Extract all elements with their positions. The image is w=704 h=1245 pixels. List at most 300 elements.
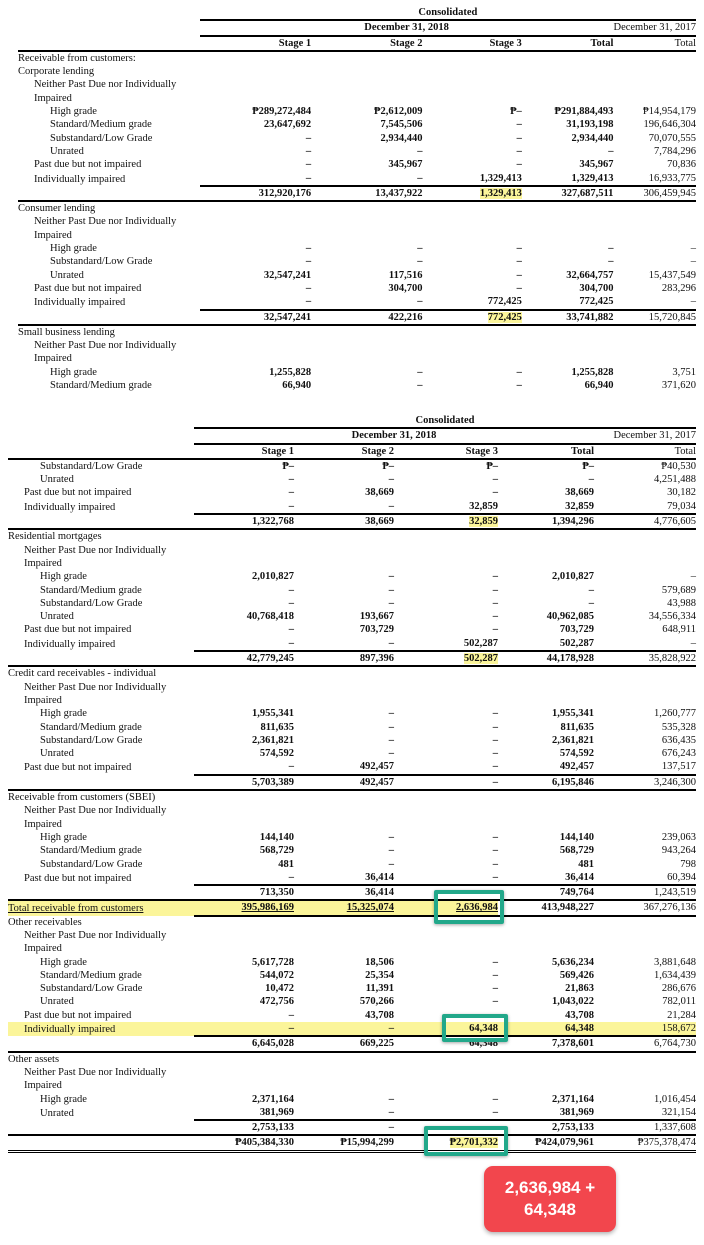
row-label: Neither Past Due nor Individually [34,79,177,91]
cell-total-2017: 15,720,845 [613,310,696,325]
table-row [8,721,696,734]
cell-stage1: 32,547,241 [263,269,312,281]
cell-stage3 [394,942,498,955]
cell-total-2017: 1,243,519 [594,885,696,900]
row-label: Neither Past Due nor Individually [34,216,177,228]
table-row [8,1052,696,1066]
cell-total-2018 [498,557,594,570]
cell-total-2017: 782,011 [662,996,696,1008]
cell-stage3: – [492,831,498,843]
cell-stage3 [422,325,521,339]
cell-total-2018 [522,78,614,91]
cell-total-2017: 6,764,730 [594,1036,696,1051]
row-label: Standard/Medium grade [40,721,142,733]
row-label: Individually impaired [24,638,116,650]
highlighted-value: 502,287 [463,653,498,665]
callout-line1: 2,636,984 + [504,1178,596,1197]
table-row [18,215,696,228]
cell-total-2018: 574,592 [559,748,594,760]
cell-stage2 [311,65,422,78]
cell-stage3: – [492,721,498,733]
row-label: Neither Past Due nor Individually [24,681,167,693]
cell-stage1 [200,215,311,228]
cell-total-2017 [594,916,696,929]
cell-stage1: – [305,145,312,157]
row-label: Receivable from customers: [18,52,136,64]
cell-total-2017 [594,1079,696,1092]
cell-total-2018 [522,215,614,228]
cell-stage2: – [417,243,423,255]
row-label: High grade [40,1093,87,1105]
cell-stage2: 117,516 [388,269,423,281]
cell-total-2017: 636,435 [661,734,696,746]
cell-stage3: 2,636,984 [394,900,498,915]
row-label: Substandard/Low Grade [40,734,143,746]
cell-stage2: 703,729 [359,624,394,636]
cell-stage3: 64,348 [394,1036,498,1051]
table-row [18,242,696,255]
cell-stage3: – [492,474,498,486]
row-label: Unrated [40,611,74,623]
cell-stage1: 40,768,418 [246,611,294,623]
table-row [8,473,696,486]
cell-stage2 [294,666,394,680]
cell-stage1 [194,529,294,543]
cell-stage3 [394,804,498,817]
table-row [8,557,696,570]
cell-total-2018: 327,687,511 [522,186,614,201]
cell-total-2017: 137,517 [661,761,696,773]
table-row [18,105,696,118]
cell-stage3: – [516,366,522,378]
cell-stage2: 13,437,922 [311,186,422,201]
cell-stage2: 193,667 [359,611,394,623]
row-label [8,1120,194,1135]
cell-stage2: – [388,597,394,609]
cell-stage3 [422,215,521,228]
row-label: Individually impaired [34,297,126,309]
cell-stage1: – [288,474,294,486]
cell-stage3 [422,186,521,201]
header-consolidated-2: Consolidated [415,415,475,426]
cell-stage3: – [492,584,498,596]
cell-stage2 [294,804,394,817]
cell-total-2018: 772,425 [579,296,614,308]
cell-total-2018: 481 [578,858,594,870]
cell-stage2: – [388,831,394,843]
cell-total-2018: 66,940 [584,380,614,392]
cell-stage2: 345,967 [388,159,423,171]
cell-total-2018: 44,178,928 [498,651,594,666]
highlighted-value: 32,859 [469,516,498,528]
cell-stage3: – [492,708,498,720]
row-label: Impaired [24,1080,62,1092]
cell-stage1: 811,635 [260,721,294,733]
row-label [8,775,194,790]
cell-stage3 [394,514,498,529]
row-label [8,651,194,666]
cell-total-2017: 676,243 [661,748,696,760]
cell-total-2018 [498,681,594,694]
cell-stage2: – [388,1093,394,1105]
table-row [8,1022,696,1036]
cell-stage1: – [288,637,294,649]
cell-total-2017 [594,1052,696,1066]
table-row [18,145,696,158]
cell-stage1 [194,544,294,557]
row-label: Impaired [24,818,62,830]
cell-stage1 [194,804,294,817]
col-header-total-2017: Total [613,36,696,51]
table-row [18,172,696,186]
cell-stage3 [422,78,521,91]
row-label: Unrated [40,1107,74,1119]
cell-stage3: 502,287 [463,637,498,649]
cell-total-2017 [613,229,696,242]
annotation-box-individually-impaired-stage3 [442,1014,508,1042]
table-row [18,92,696,105]
cell-stage2: – [388,637,394,649]
cell-stage1: 481 [278,858,294,870]
cell-total-2017: 648,911 [662,624,696,636]
row-label: Impaired [34,229,72,241]
cell-stage1 [194,818,294,831]
subtotal-row [18,186,696,201]
row-label: Unrated [40,748,74,760]
cell-total-2018: – [588,584,594,596]
cell-stage3: – [492,983,498,995]
cell-stage2: 422,216 [311,310,422,325]
cell-stage2 [311,339,422,352]
cell-stage2 [294,790,394,804]
cell-stage1 [200,201,311,215]
col-header-stage1-2: Stage 1 [194,444,294,459]
cell-stage3 [394,818,498,831]
row-label: Receivable from customers (SBEI) [8,792,156,804]
cell-stage2: 11,391 [365,983,394,995]
table-row [8,871,696,885]
cell-stage2: 25,354 [365,969,394,981]
cell-stage2: ₱– [382,460,394,472]
cell-total-2017: 239,063 [661,831,696,843]
table-row [8,747,696,760]
cell-total-2017: ₱40,530 [661,460,696,472]
cell-total-2018: 413,948,227 [498,900,594,915]
cell-total-2017: 15,437,549 [648,269,696,281]
row-label: Unrated [40,474,74,486]
table-row [18,201,696,215]
table-row [18,269,696,282]
subtotal-row [8,885,696,900]
cell-total-2017: 306,459,945 [613,186,696,201]
cell-stage2 [294,1079,394,1092]
cell-stage1: – [288,761,294,773]
cell-total-2018: 304,700 [579,282,614,294]
cell-total-2018: 2,934,440 [571,132,614,144]
cell-stage1: 2,010,827 [252,571,294,583]
cell-total-2018: 568,729 [559,845,594,857]
header-period-2018: December 31, 2018 [200,20,614,35]
subtotal-row [8,651,696,666]
cell-stage3 [394,651,498,666]
table-row [8,995,696,1008]
cell-stage1: 5,617,728 [252,956,294,968]
cell-total-2017: ₱14,954,179 [642,106,696,118]
cell-total-2018: 1,329,413 [571,172,614,184]
cell-stage2: – [417,172,423,184]
table-row [18,339,696,352]
cell-stage3: – [492,871,498,883]
cell-stage1: 2,753,133 [194,1120,294,1135]
cell-stage2: ₱2,612,009 [374,106,423,118]
cell-stage1: – [305,243,312,255]
cell-stage1: 144,140 [259,831,294,843]
cell-stage1: – [288,487,294,499]
col-header-total-2017-2: Total [594,444,696,459]
cell-total-2017 [613,325,696,339]
cell-total-2017: 3,881,648 [654,956,696,968]
cell-stage3 [394,1052,498,1066]
cell-total-2018: 749,764 [498,885,594,900]
cell-stage2: – [388,708,394,720]
cell-stage1 [194,1066,294,1079]
subtotal-row [8,775,696,790]
subtotal-row [8,1036,696,1051]
cell-total-2017: 60,394 [667,871,696,883]
row-label: Unrated [50,145,84,157]
cell-stage1: 32,547,241 [200,310,311,325]
cell-total-2018: 811,635 [560,721,594,733]
cell-total-2018: 492,457 [559,761,594,773]
table-row [8,666,696,680]
cell-total-2018: 6,195,846 [498,775,594,790]
table-row [18,379,696,392]
cell-total-2017: 286,676 [661,983,696,995]
row-label: Unrated [50,269,84,281]
cell-stage2: – [417,380,423,392]
cell-stage1: 2,371,164 [252,1093,294,1105]
cell-stage3: – [492,597,498,609]
table-row [8,486,696,499]
cell-stage3: 64,348 [394,1022,498,1036]
cell-stage1: 6,645,028 [194,1036,294,1051]
row-label [8,514,194,529]
table-row [18,255,696,268]
cell-stage3: 1,329,413 [479,172,522,184]
cell-total-2018 [498,1066,594,1079]
cell-stage1: 1,955,341 [252,708,294,720]
cell-stage3 [394,694,498,707]
row-label [8,1135,194,1151]
cell-total-2018: 1,394,296 [498,514,594,529]
cell-total-2018: 144,140 [559,831,594,843]
cell-stage2: 304,700 [388,282,423,294]
cell-stage1: 42,779,245 [194,651,294,666]
cell-stage2 [294,929,394,942]
table-row [8,570,696,583]
cell-stage3: – [492,748,498,760]
cell-total-2018: ₱– [582,460,594,472]
subtotal-row [8,514,696,529]
cell-stage2: 669,225 [294,1036,394,1051]
row-label: Impaired [24,694,62,706]
row-label: Impaired [24,557,62,569]
cell-total-2017 [594,681,696,694]
row-label: Impaired [34,92,72,104]
table-row [8,544,696,557]
cell-total-2018: 38,669 [565,487,594,499]
row-label: Individually impaired [8,1022,194,1036]
row-label: Past due but not impaired [24,487,132,499]
cell-stage3: – [492,969,498,981]
cell-total-2017 [613,339,696,352]
cell-total-2017: ₱375,378,474 [594,1135,696,1151]
cell-stage1: – [305,132,312,144]
cell-total-2018: 32,859 [565,500,594,512]
row-label: Individually impaired [34,173,126,185]
cell-total-2018 [498,942,594,955]
cell-stage1 [200,51,311,65]
cell-stage2: – [417,145,423,157]
table-row [8,844,696,857]
cell-stage2: 36,414 [365,871,394,883]
cell-total-2017 [613,92,696,105]
cell-stage1 [194,942,294,955]
table-row [8,1066,696,1079]
cell-stage1: – [288,624,294,636]
table-row [8,956,696,969]
table-row [8,1106,696,1120]
table-row [8,500,696,514]
cell-total-2018: 36,414 [565,871,594,883]
row-label: Corporate lending [18,66,95,78]
cell-stage3: – [516,132,522,144]
row-label: Neither Past Due nor Individually [24,544,167,556]
cell-stage1: 472,756 [259,996,294,1008]
table-row [18,158,696,171]
cell-stage3 [394,790,498,804]
row-label [18,310,200,325]
cell-total-2018: 33,741,882 [522,310,614,325]
cell-total-2017 [594,942,696,955]
table-row [8,760,696,774]
cell-stage3: – [492,1106,498,1118]
cell-stage2 [311,78,422,91]
sum-callout [484,1166,616,1232]
table-row [8,831,696,844]
cell-total-2017: 70,836 [667,159,696,171]
cell-stage1: – [288,1009,294,1021]
cell-stage2 [294,942,394,955]
cell-stage1 [194,1052,294,1066]
cell-total-2018: 502,287 [559,637,594,649]
table-row [8,818,696,831]
cell-stage1: 395,986,169 [194,900,294,915]
cell-total-2018 [498,790,594,804]
cell-stage2 [294,1052,394,1066]
cell-total-2017 [594,529,696,543]
cell-total-2017: 367,276,136 [594,900,696,915]
cell-stage2 [294,818,394,831]
cell-total-2018: 43,708 [565,1009,594,1021]
cell-stage2: – [388,748,394,760]
row-label: Past due but not impaired [24,624,132,636]
cell-total-2018 [498,929,594,942]
cell-total-2018 [522,51,614,65]
header-consolidated: Consolidated [418,7,478,18]
row-label: High grade [40,831,87,843]
table-row [8,529,696,543]
cell-stage3 [394,544,498,557]
cell-stage1: 66,940 [282,380,312,392]
cell-stage2 [294,681,394,694]
row-label: Standard/Medium grade [50,119,152,131]
row-label: High grade [50,366,97,378]
table-row [18,282,696,295]
cell-total-2018 [522,65,614,78]
cell-stage3: – [516,256,522,268]
cell-total-2018 [498,529,594,543]
cell-stage2: 38,669 [294,514,394,529]
cell-stage3: – [516,145,522,157]
col-header-total: Total [522,36,614,51]
annotation-box-total-receivable-stage3 [434,890,504,924]
cell-stage1: – [194,1022,294,1036]
row-label: Past due but not impaired [34,282,142,294]
cell-stage3: – [516,159,522,171]
cell-total-2018: 345,967 [579,159,614,171]
cell-total-2018: 7,378,601 [498,1036,594,1051]
cell-stage3 [394,929,498,942]
row-label: Substandard/Low Grade [40,983,143,995]
cell-stage1 [200,65,311,78]
cell-stage1 [194,1079,294,1092]
cell-total-2018: – [608,145,614,157]
row-label: Impaired [34,353,72,365]
cell-total-2017 [594,544,696,557]
table-row [18,132,696,145]
cell-stage1 [194,694,294,707]
cell-stage1: – [288,597,294,609]
cell-stage2: – [388,858,394,870]
cell-stage2: 570,266 [359,996,394,1008]
cell-stage1 [194,790,294,804]
cell-stage1 [194,681,294,694]
cell-stage2 [311,201,422,215]
cell-total-2017: 3,246,300 [594,775,696,790]
cell-stage3 [394,666,498,680]
cell-total-2018 [498,1079,594,1092]
cell-total-2018 [522,201,614,215]
cell-total-2018: 2,371,164 [552,1093,594,1105]
cell-total-2018: 2,010,827 [552,571,594,583]
col-header-stage3-2: Stage 3 [394,444,498,459]
highlighted-value: ₱2,701,332 [449,1137,498,1149]
cell-total-2017 [613,215,696,228]
row-label: Past due but not impaired [24,872,132,884]
cell-stage3: – [492,845,498,857]
cell-stage1: – [288,584,294,596]
cell-stage1: – [288,871,294,883]
header-period-2018-2: December 31, 2018 [194,428,594,443]
cell-stage1: 568,729 [259,845,294,857]
cell-stage2 [294,1066,394,1079]
col-header-stage2: Stage 2 [311,36,422,51]
table-row [18,325,696,339]
cell-stage2 [294,529,394,543]
cell-stage3: – [516,380,522,392]
cell-total-2018: 5,636,234 [552,956,594,968]
